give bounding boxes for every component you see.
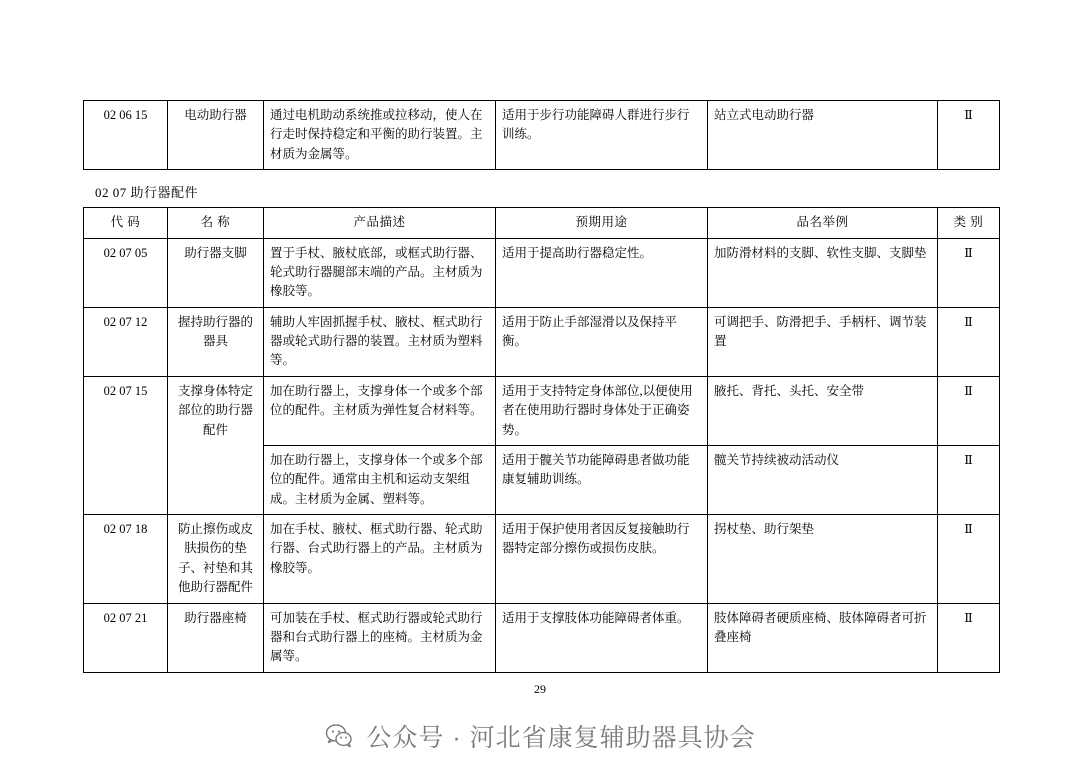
header-name: 名 称 (168, 208, 264, 238)
cell-description: 置于手杖、腋杖底部，或框式助行器、轮式助行器腿部末端的产品。主材质为橡胶等。 (264, 238, 496, 307)
header-description: 产品描述 (264, 208, 496, 238)
cell-use: 适用于保护使用者因反复接触助行器特定部分擦伤或损伤皮肤。 (496, 515, 708, 604)
cell-sample: 肢体障碍者硬质座椅、肢体障碍者可折叠座椅 (708, 603, 938, 672)
cell-category: Ⅱ (938, 307, 1000, 376)
cell-category: Ⅱ (938, 515, 1000, 604)
cell-use: 适用于防止手部湿滑以及保持平衡。 (496, 307, 708, 376)
cell-use: 适用于支撑肢体功能障碍者体重。 (496, 603, 708, 672)
cell-name: 防止擦伤或皮肤损伤的垫子、衬垫和其他助行器配件 (168, 515, 264, 604)
header-use: 预期用途 (496, 208, 708, 238)
cell-description: 辅助人牢固抓握手杖、腋杖、框式助行器或轮式助行器的装置。主材质为塑料等。 (264, 307, 496, 376)
cell-code: 02 07 18 (84, 515, 168, 604)
cell-name: 助行器支脚 (168, 238, 264, 307)
cell-code: 02 06 15 (84, 101, 168, 170)
cell-code: 02 07 15 (84, 376, 168, 514)
cell-description: 通过电机助动系统推或拉移动，使人在行走时保持稳定和平衡的助行装置。主材质为金属等。 (264, 101, 496, 170)
cell-category: Ⅱ (938, 376, 1000, 445)
table-row (84, 307, 1000, 376)
header-sample: 品名举例 (708, 208, 938, 238)
header-category: 类 别 (938, 208, 1000, 238)
table-row (84, 101, 1000, 170)
wechat-icon (324, 721, 354, 751)
page-content (83, 100, 999, 673)
cell-description: 可加装在手杖、框式助行器或轮式助行器和台式助行器上的座椅。主材质为金属等。 (264, 603, 496, 672)
cell-use: 适用于支持特定身体部位,以便使用者在使用助行器时身体处于正确姿势。 (496, 376, 708, 445)
cell-category: Ⅱ (938, 238, 1000, 307)
table-header-row (84, 208, 1000, 238)
continued-table (83, 100, 1000, 170)
table-row (84, 238, 1000, 307)
cell-category: Ⅱ (938, 101, 1000, 170)
cell-code: 02 07 12 (84, 307, 168, 376)
cell-sample: 可调把手、防滑把手、手柄杆、调节装置 (708, 307, 938, 376)
watermark-text: 公众号 · 河北省康复辅助器具协会 (366, 724, 756, 752)
table-row (84, 603, 1000, 672)
page-number: 29 (534, 682, 546, 696)
cell-name: 握持助行器的器具 (168, 307, 264, 376)
cell-code: 02 07 21 (84, 603, 168, 672)
cell-sample: 腋托、背托、头托、安全带 (708, 376, 938, 445)
cell-sample: 站立式电动助行器 (708, 101, 938, 170)
cell-description: 加在助行器上，支撑身体一个或多个部位的配件。主材质为弹性复合材料等。 (264, 376, 496, 445)
cell-category: Ⅱ (938, 603, 1000, 672)
header-code: 代 码 (84, 208, 168, 238)
cell-use: 适用于步行功能障碍人群进行步行训练。 (496, 101, 708, 170)
cell-description: 加在助行器上，支撑身体一个或多个部位的配件。通常由主机和运动支架组成。主材质为金属、塑料等。 (264, 445, 496, 514)
cell-sample: 拐杖垫、助行架垫 (708, 515, 938, 604)
table-row (84, 376, 1000, 445)
cell-sample: 加防滑材料的支脚、软性支脚、支脚垫 (708, 238, 938, 307)
watermark (0, 718, 1080, 754)
cell-category: Ⅱ (938, 445, 1000, 514)
section-title: 02 07 助行器配件 (95, 185, 199, 201)
cell-use: 适用于提高助行器稳定性。 (496, 238, 708, 307)
cell-name: 支撑身体特定部位的助行器配件 (168, 376, 264, 514)
cell-description: 加在手杖、腋杖、框式助行器、轮式助行器、台式助行器上的产品。主材质为橡胶等。 (264, 515, 496, 604)
cell-code: 02 07 05 (84, 238, 168, 307)
cell-use: 适用于髋关节功能障碍患者做功能康复辅助训练。 (496, 445, 708, 514)
cell-name: 助行器座椅 (168, 603, 264, 672)
table-row (84, 515, 1000, 604)
cell-sample: 髋关节持续被动活动仪 (708, 445, 938, 514)
cell-name: 电动助行器 (168, 101, 264, 170)
accessories-table (83, 207, 1000, 673)
